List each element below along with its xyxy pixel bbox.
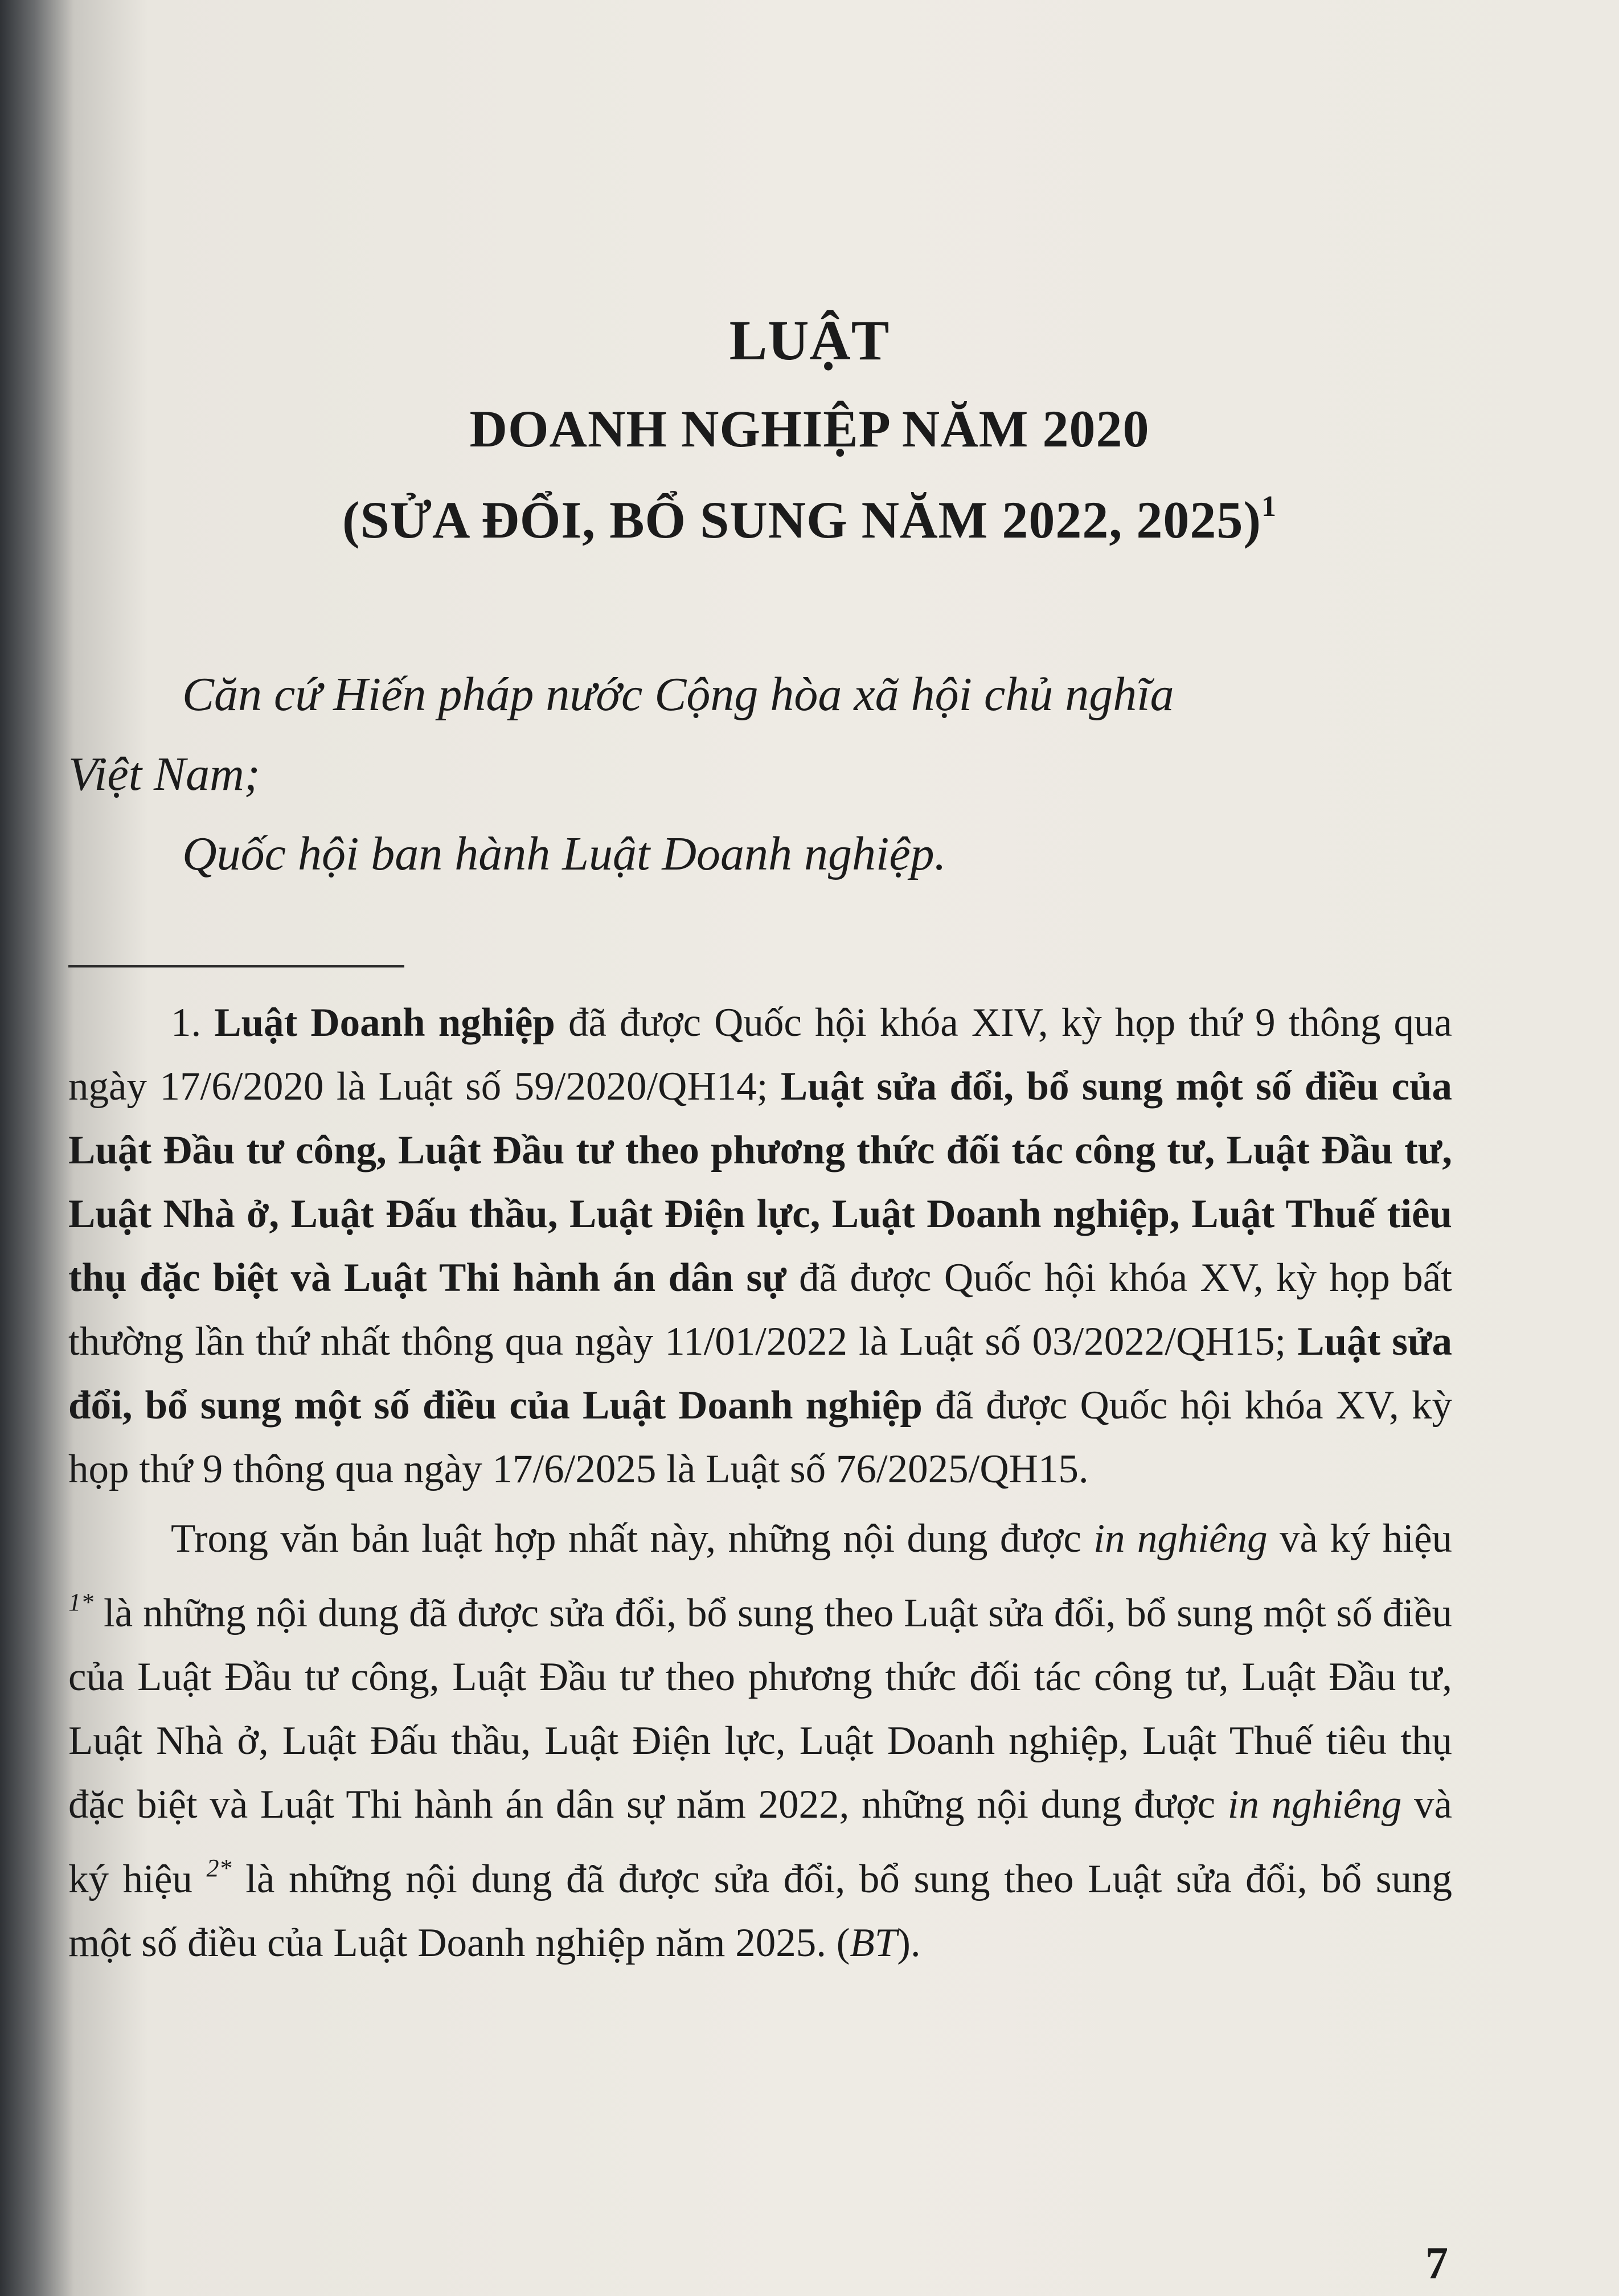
fn2-text-e: là những nội dung đã được sửa đổi, bổ sung theo Luật sửa đổi, bổ sung một số điều của Luật Doanh nghiệp năm 2025. (	[68, 1857, 1452, 1965]
fn2-italic-3: BT	[850, 1921, 897, 1965]
footnote-paragraph-2	[68, 1507, 1452, 1975]
fn2-mark-1: 1*	[68, 1588, 93, 1616]
amendment-text: (SỬA ĐỔI, BỔ SUNG NĂM 2022, 2025)	[342, 491, 1262, 549]
fn2-text-a: Trong văn bản luật hợp nhất này, những nội dung được	[171, 1516, 1094, 1561]
preamble-line-3: Quốc hội ban hành Luật Doanh nghiệp.	[182, 827, 946, 880]
law-amendment-note	[0, 490, 1619, 550]
law-name: DOANH NGHIỆP NĂM 2020	[469, 400, 1150, 458]
fn1-run-6: đã được Quốc hội khóa XV, kỳ họp thứ 9 thông qua ngày 17/6/2025 là Luật số 76/2025/QH15.	[68, 1383, 1452, 1491]
footnote-divider	[68, 965, 404, 967]
law-title: LUẬT	[729, 309, 890, 372]
fn1-run-4: đã được Quốc hội khóa XV, kỳ họp bất thường lần thứ nhất thông qua ngày 11/01/2022 là Luật số 03/2022/QH15;	[68, 1256, 1453, 1364]
fn1-run-0: 1.	[171, 1001, 215, 1045]
fn2-italic-2: in nghiêng	[1227, 1782, 1402, 1827]
fn1-run-1: Luật Doanh nghiệp	[214, 1001, 555, 1045]
preamble-line-1: Căn cứ Hiến pháp nước Cộng hòa xã hội chủ nghĩa	[182, 668, 1174, 721]
fn2-text-f: ).	[897, 1921, 921, 1965]
fn2-text-d: và ký hiệu	[68, 1782, 1453, 1901]
footnote	[68, 991, 1452, 1975]
fn1-run-2: đã được Quốc hội khóa XIV, kỳ họp thứ 9 thông qua ngày 17/6/2020 là Luật số 59/2020/QH14;	[68, 1001, 1453, 1109]
fn2-mark-2: 2*	[206, 1854, 232, 1882]
fn2-text-c: là những nội dung đã được sửa đổi, bổ sung theo Luật sửa đổi, bổ sung một số điều của Luật Đầu tư công, Luật Đầu tư theo phương thức đối tác công tư, Luật Đầu tư, Luật Nhà ở, Luật Đấu thầu, Luật Điện lực, Luật Doanh nghiệp, Luật Thuế tiêu thụ đặc biệt và Luật Thi hành án dân sự năm 2022, những nội dung được	[68, 1591, 1452, 1827]
footnote-paragraph-1	[68, 991, 1452, 1501]
fn2-text-b: và ký hiệu	[1267, 1516, 1452, 1561]
fn2-italic-1: in nghiêng	[1093, 1516, 1268, 1561]
preamble-line-2: Việt Nam;	[68, 748, 260, 801]
fn1-run-5: Luật sửa đổi, bổ sung một số điều của Luật Doanh nghiệp	[68, 1319, 1452, 1428]
fn1-run-3: Luật sửa đổi, bổ sung một số điều của Luật Đầu tư công, Luật Đầu tư theo phương thức đối tác công tư, Luật Đầu tư, Luật Nhà ở, Luật Đấu thầu, Luật Điện lực, Luật Doanh nghiệp, Luật Thuế tiêu thụ đặc biệt và Luật Thi hành án dân sự	[68, 1064, 1452, 1300]
footnote-marker: 1	[1261, 490, 1277, 523]
page-number: 7	[1425, 2238, 1448, 2289]
preamble	[68, 655, 1452, 894]
